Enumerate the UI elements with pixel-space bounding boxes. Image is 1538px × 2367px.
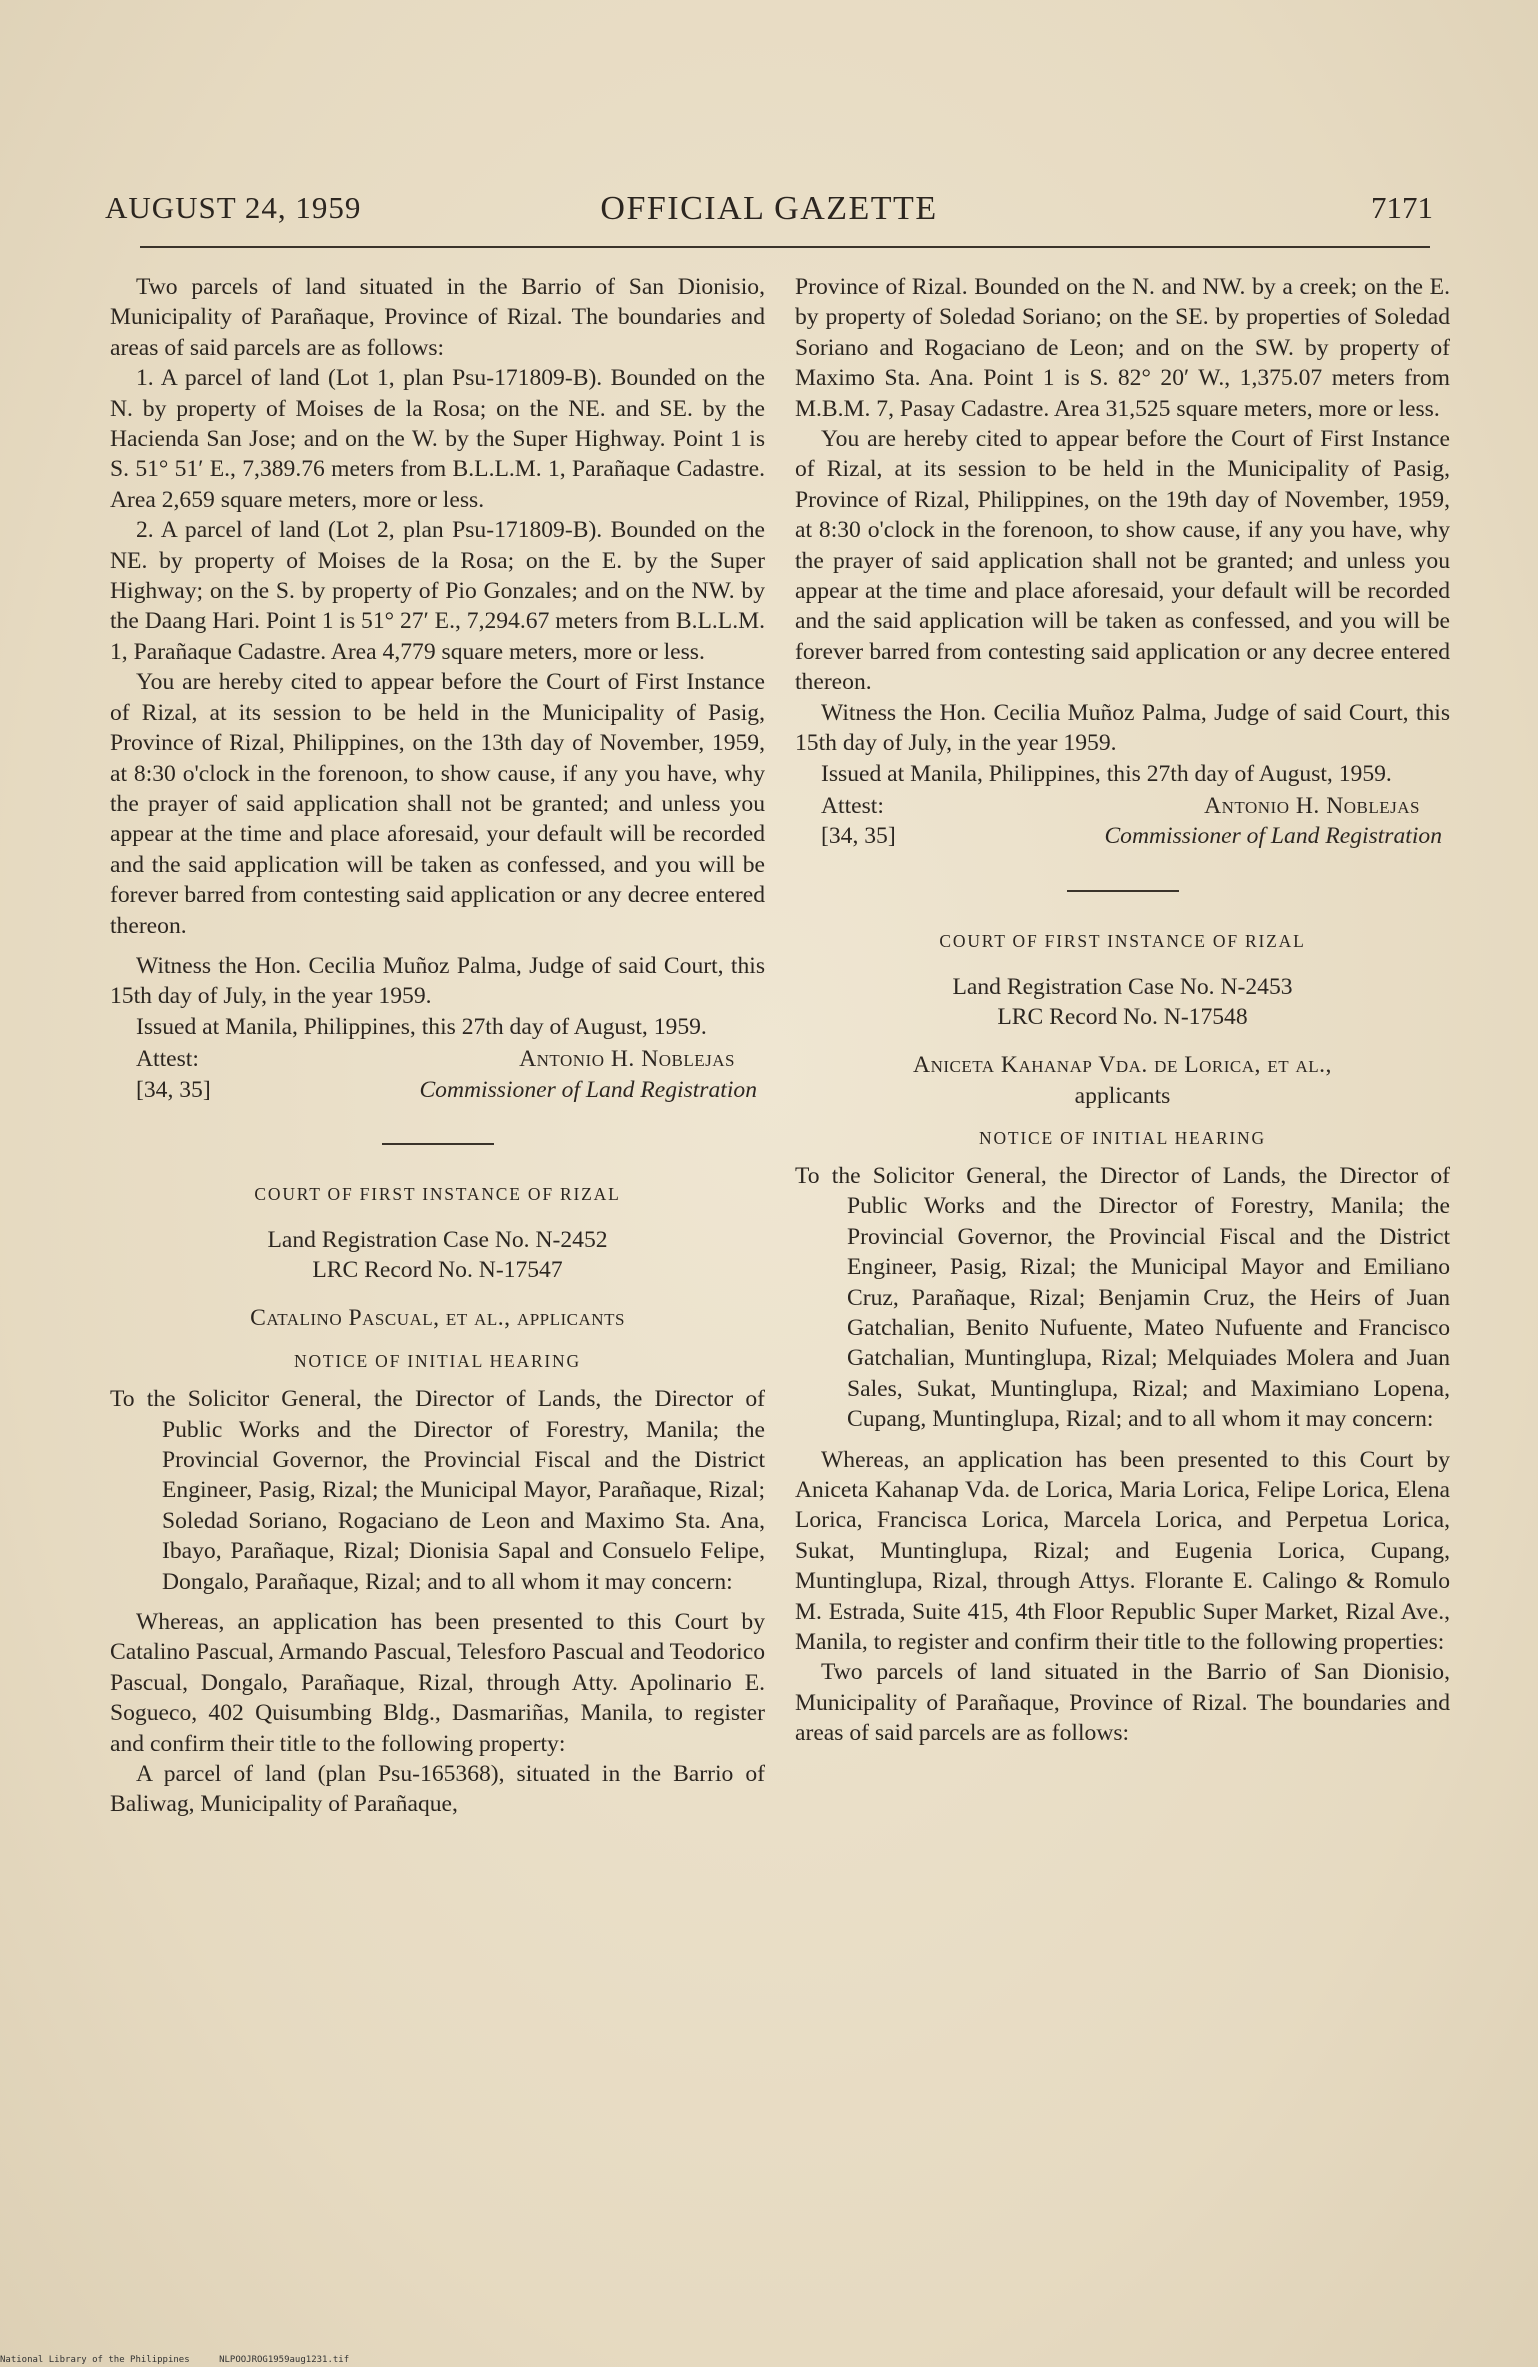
paragraph: Issued at Manila, Philippines, this 27th day of August, 1959. <box>136 1013 707 1040</box>
paragraph: Witness the Hon. Cecilia Muñoz Palma, Judge of said Court, this 15th day of July, in the year 1959. <box>110 952 765 1010</box>
file-name: NLPOOJROG1959aug1231.tif <box>219 2355 350 2365</box>
address-paragraph: To the Solicitor General, the Director of Lands, the Director of Public Works and the Director of Forestry, Manila; the Provincial Governor, the Provincial Fiscal and the District Engineer, Pasig, Rizal; the Municipal Mayor, Parañaque, Rizal; Soledad Soriano, Rogaciano de Leon and Maximo Sta. Ana, Ibayo, Parañaque, Rizal; Dionisia Sapal and Consuelo Felipe, Dongalo, Parañaque, Rizal; and to all whom it may concern: <box>110 1386 765 1595</box>
attest-line <box>821 791 1450 821</box>
attest-label: Attest: <box>821 792 884 819</box>
attest-label: Attest: <box>136 1046 199 1073</box>
paragraph: 1. A parcel of land (Lot 1, plan Psu-171809-B). Bounded on the N. by property of Moises de la Rosa; on the NE. and SE. by the Hacienda San Jose; and on the W. by the Super Highway. Point 1 is S. 51° 51′ E., 7,389.76 meters from B.L.L.M. 1, Parañaque Cadastre. Area 2,659 square meters, more or less. <box>110 365 765 513</box>
paragraph: Province of Rizal. Bounded on the N. and NW. by a creek; on the E. by property of Soledad Soriano; on the SE. by properties of Soledad Soriano and Rogaciano de Leon; and on the SW. by property of Maximo Sta. Ana. Point 1 is S. 82° 20′ W., 1,375.07 meters from M.B.M. 7, Pasay Cadastre. Area 31,525 square meters, more or less. <box>795 274 1450 422</box>
court-heading: COURT OF FIRST INSTANCE OF RIZAL <box>254 1183 621 1204</box>
library-credit: National Library of the Philippines <box>0 2355 190 2365</box>
address-paragraph: To the Solicitor General, the Director of Lands, the Director of Public Works and the Director of Forestry, Manila; the Provincial Governor, the Provincial Fiscal and the District Engineer, Pasig, Rizal; the Municipal Mayor and Emiliano Cruz, Parañaque, Rizal; Benjamin Cruz, the Heirs of Juan Gatchalian, Benito Nufuente, Mateo Nufuente and Francisco Gatchalian, Muntinglupa, Rizal; Melquiades Molera and Juan Sales, Sukat, Muntinglupa, Rizal; and Maximiano Lopena, Cupang, Muntinglupa, Rizal; and to all whom it may concern: <box>795 1162 1450 1433</box>
header-rule <box>140 246 1430 248</box>
case-number: Land Registration Case No. N-2452 <box>267 1227 608 1254</box>
applicants-name: Aniceta Kahanap Vda. de Lorica, et al., <box>913 1052 1332 1079</box>
publication-title: OFFICIAL GAZETTE <box>600 190 938 227</box>
lrc-record: LRC Record No. N-17548 <box>997 1004 1248 1031</box>
paragraph: Two parcels of land situated in the Barrio of San Dionisio, Municipality of Parañaque, Province of Rizal. The boundaries and areas of said parcels are as follows: <box>110 274 765 361</box>
paragraph: You are hereby cited to appear before the Court of First Instance of Rizal, at its session to be held in the Municipality of Pasig, Province of Rizal, Philippines, on the 19th day of November, 1959, at 8:30 o'clock in the forenoon, to show cause, if any you have, why the prayer of said application shall not be granted; and unless you appear at the time and place aforesaid, your default will be recorded and the said application will be taken as confessed, and you will be forever barred from contesting said application or any decree entered thereon. <box>795 426 1450 696</box>
reference-number: [34, 35] <box>821 823 896 850</box>
paragraph: 2. A parcel of land (Lot 2, plan Psu-171809-B). Bounded on the NE. by property of Moises de la Rosa; on the E. by the Super Highway; on the S. by property of Pio Gonzales; and on the NW. by the Daang Hari. Point 1 is 51° 27′ E., 7,294.67 meters from B.L.L.M. 1, Parañaque Cadastre. Area 4,779 square meters, more or less. <box>110 517 765 665</box>
attest-name: Antonio H. Noblejas <box>519 1046 735 1073</box>
paragraph: Whereas, an application has been presented to this Court by Aniceta Kahanap Vda. de Lorica, Maria Lorica, Felipe Lorica, Elena Lorica, Francisca Lorica, Marcela Lorica, and Perpetua Lorica, Sukat, Muntinglupa, Rizal; and Eugenia Lorica, Cupang, Muntinglupa, Rizal, through Attys. Florante E. Calingo & Romulo M. Estrada, Suite 415, 4th Floor Republic Super Market, Rizal Ave., Manila, to register and confirm their title to the following properties: <box>795 1446 1450 1656</box>
paragraph: You are hereby cited to appear before the Court of First Instance of Rizal, at its session to be held in the Municipality of Pasig, Province of Rizal, Philippines, on the 13th day of November, 1959, at 8:30 o'clock in the forenoon, to show cause, if any you have, why the prayer of said application shall not be granted; and unless you appear at the time and place aforesaid, your default will be recorded and the said application will be taken as confessed, and you will be forever barred from contesting said application or any decree entered thereon. <box>110 669 765 939</box>
signer-title: Commissioner of Land Registration <box>1104 823 1442 850</box>
left-column <box>110 272 765 1820</box>
section-divider <box>382 1143 494 1145</box>
page-number: 7171 <box>1371 190 1433 225</box>
paragraph: Whereas, an application has been presented to this Court by Catalino Pascual, Armando Pascual, Telesforo Pascual and Teodorico Pascual, Dongalo, Parañaque, Rizal, through Atty. Apolinario E. Sogueco, 402 Quisumbing Bldg., Dasmariñas, Manila, to register and confirm their title to the following property: <box>110 1609 765 1757</box>
scan-footer <box>0 2355 1538 2365</box>
signer-title: Commissioner of Land Registration <box>419 1076 757 1103</box>
applicants-label: applicants <box>1074 1082 1171 1109</box>
applicants: Catalino Pascual, et al., applicants <box>250 1305 625 1332</box>
section-divider <box>1067 890 1179 892</box>
attest-line <box>136 1044 765 1074</box>
reference-number: [34, 35] <box>136 1076 211 1103</box>
notice-heading: NOTICE OF INITIAL HEARING <box>294 1350 581 1371</box>
right-column <box>795 272 1450 1749</box>
case-number: Land Registration Case No. N-2453 <box>952 974 1293 1001</box>
court-heading: COURT OF FIRST INSTANCE OF RIZAL <box>939 930 1306 951</box>
lrc-record: LRC Record No. N-17547 <box>312 1257 563 1284</box>
signature-line <box>136 1075 765 1105</box>
issue-date: AUGUST 24, 1959 <box>105 190 362 225</box>
page-header <box>105 190 1433 240</box>
paragraph: Witness the Hon. Cecilia Muñoz Palma, Judge of said Court, this 15th day of July, in the year 1959. <box>795 699 1450 757</box>
attest-name: Antonio H. Noblejas <box>1204 792 1420 819</box>
signature-line <box>821 821 1450 851</box>
notice-heading: NOTICE OF INITIAL HEARING <box>979 1127 1266 1148</box>
paragraph: Issued at Manila, Philippines, this 27th day of August, 1959. <box>821 760 1392 787</box>
paragraph: Two parcels of land situated in the Barrio of San Dionisio, Municipality of Parañaque, Province of Rizal. The boundaries and areas of said parcels are as follows: <box>795 1659 1450 1747</box>
paragraph: A parcel of land (plan Psu-165368), situated in the Barrio of Baliwag, Municipality of Parañaque, <box>110 1761 765 1818</box>
